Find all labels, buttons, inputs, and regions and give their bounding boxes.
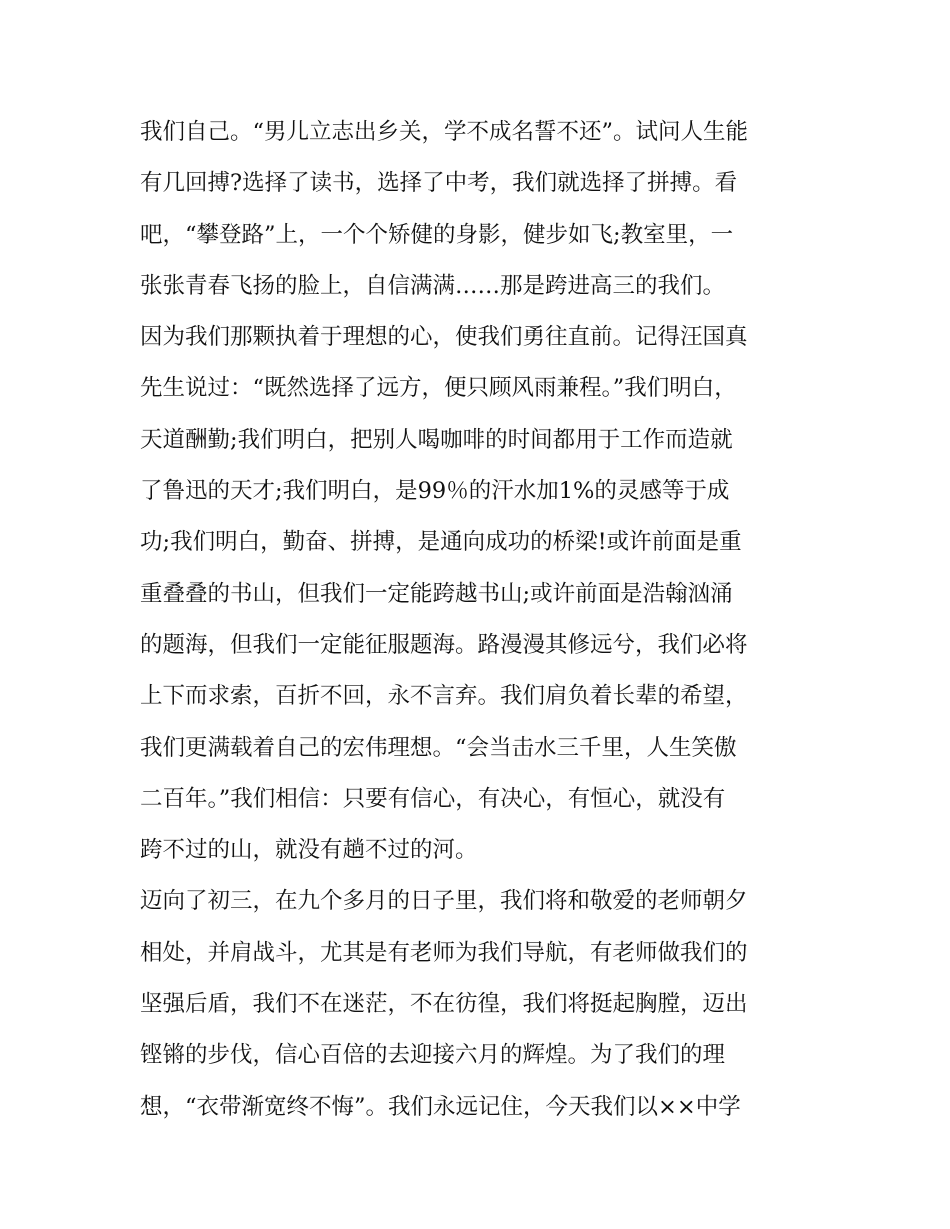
text-line: 的题海，但我们一定能征服题海。路漫漫其修远兮，我们必将 <box>140 631 748 658</box>
text-line: 功;我们明白，勤奋、拼搏，是通向成功的桥梁!或许前面是重 <box>140 529 742 556</box>
text-line: 跨不过的山，就没有趟不过的河。 <box>140 837 478 864</box>
text-line: 张张青春飞扬的脸上，自信满满……那是跨进高三的我们。 <box>140 272 726 299</box>
text-line: 相处，并肩战斗，尤其是有老师为我们导航，有老师做我们的 <box>140 939 748 966</box>
text-line: 我们自己。“男儿立志出乡关，学不成名誓不还”。试问人生能 <box>140 119 749 145</box>
text-line: 迈向了初三，在九个多月的日子里，我们将和敬爱的老师朝夕 <box>140 888 748 915</box>
text-line: 我们更满载着自己的宏伟理想。“会当击水三千里，人生笑傲 <box>140 734 737 761</box>
text-line: 二百年。”我们相信：只要有信心，有决心，有恒心，就没有 <box>140 785 726 812</box>
document-body <box>140 107 820 1133</box>
text-line: 天道酬勤;我们明白，把别人喝咖啡的时间都用于工作而造就 <box>140 426 733 453</box>
text-line: 吧，“攀登路”上，一个个矫健的身影，健步如飞;教室里，一 <box>140 221 734 248</box>
text-line: 坚强后盾，我们不在迷茫，不在彷徨，我们将挺起胸膛，迈出 <box>140 991 748 1018</box>
text-line: 上下而求索，百折不回，永不言弃。我们肩负着长辈的希望， <box>140 683 748 710</box>
text-line: 重叠叠的书山，但我们一定能跨越书山;或许前面是浩翰汹涌 <box>140 580 733 607</box>
text-line: 先生说过：“既然选择了远方，便只顾风雨兼程。”我们明白， <box>140 375 737 402</box>
text-line: 想，“衣带渐宽终不悔”。我们永远记住，今天我们以××中学 <box>140 1093 741 1120</box>
text-line: 铿锵的步伐，信心百倍的去迎接六月的辉煌。为了我们的理 <box>140 1042 726 1069</box>
text-line: 有几回搏?选择了读书，选择了中考，我们就选择了拼搏。看 <box>140 170 738 197</box>
text-line: 因为我们那颗执着于理想的心，使我们勇往直前。记得汪国真 <box>140 324 748 351</box>
text-line: 了鲁迅的天才;我们明白，是99％的汗水加1%的灵感等于成 <box>140 478 730 505</box>
